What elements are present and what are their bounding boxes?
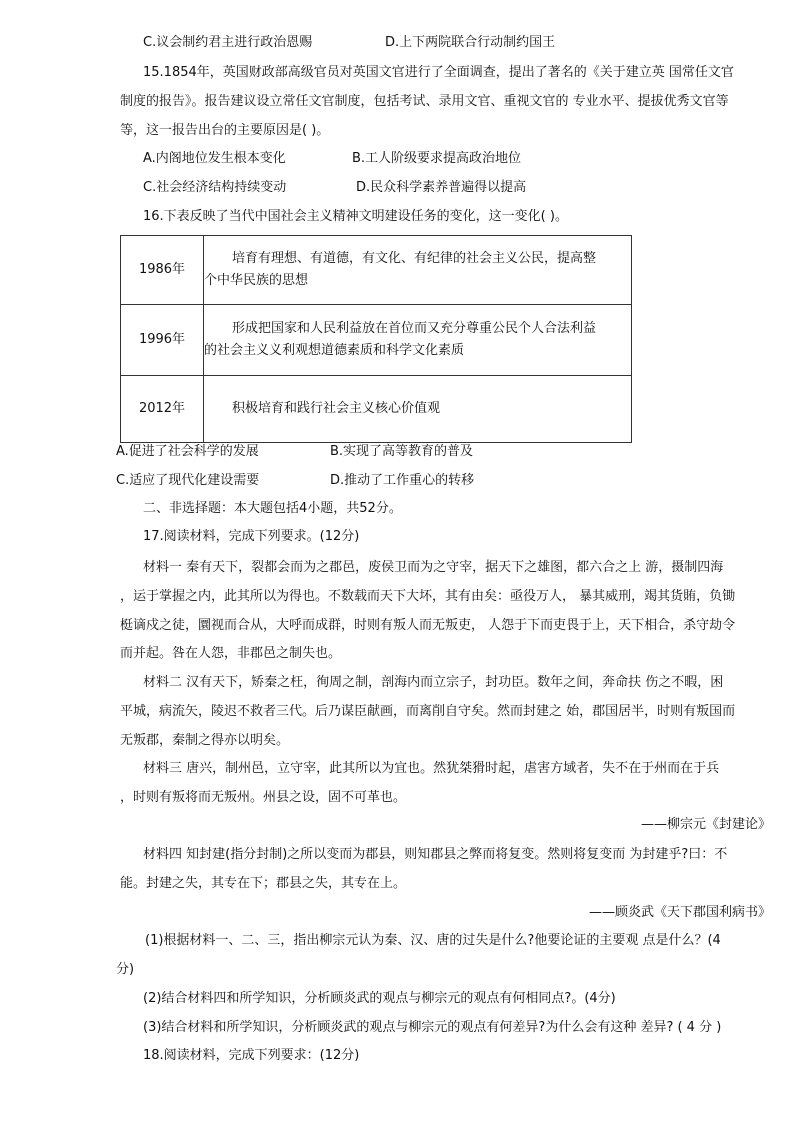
- table-text: [204, 376, 632, 443]
- material3-line1: 材料三 唐兴，制州邑，立守宰，此其所以为宜也。然犹桀猾时起，虐害方域者，失不在于州而在于兵: [143, 761, 720, 776]
- material1-line1: 材料一 秦有天下，裂都会而为之郡邑，废侯卫而为之守宰，据天下之雄图，都六合之上 游，摄制四海: [143, 560, 724, 575]
- material2-line3: 无叛郡，秦制之得亦以明矣。: [120, 733, 290, 748]
- table-row: [121, 236, 632, 305]
- material1-line3: 梃谪戍之徒，圜视而合从，大呼而成群，时则有叛人而无叛吏， 人怨于下而吏畏于上，天下相合，杀守劫令: [120, 618, 736, 633]
- q16-option-b: B.实现了高等教育的普及: [330, 444, 474, 459]
- table-text-line: 积极培育和践行社会主义核心价值观: [232, 401, 441, 416]
- q15-stem-line1: 15.1854年，英国财政部高级官员对英国文官进行了全面调查，提出了著名的《关于建立英 国常任文官: [143, 65, 734, 80]
- q17-sub3: (3)结合材料和所学知识，分析顾炎武的观点与柳宗元的观点有何差异?为什么会有这种 差异? ( 4 分 ): [143, 1020, 722, 1035]
- q16-option-a: A.促进了社会科学的发展: [116, 444, 259, 459]
- table-text: [204, 236, 632, 305]
- q18-stem: 18.阅读材料，完成下列要求：(12分): [143, 1048, 360, 1063]
- material2-line2: 平城，病流矢，陵迟不救者三代。后乃谋臣献画，而离削自守矣。然而封建之 始，郡国居半，时则有叛国而: [120, 704, 736, 719]
- table-year: 1986年: [121, 236, 204, 305]
- material4-line1: 材料四 知封建(指分封制)之所以变而为郡县，则知郡县之弊而将复变。然则将复变而 为封建乎?曰：不: [143, 847, 728, 862]
- q14-option-d: D.上下两院联合行动制约国王: [385, 35, 556, 50]
- q16-option-c: C.适应了现代化建设需要: [116, 473, 260, 488]
- q15-option-a: A.内阁地位发生根本变化: [143, 151, 286, 166]
- q15-option-c: C.社会经济结构持续变动: [143, 180, 287, 195]
- q17-sub2: (2)结合材料四和所学知识，分析顾炎武的观点与柳宗元的观点有何相同点?。(4分): [143, 991, 616, 1006]
- table-year: 2012年: [121, 376, 204, 443]
- table-text-line: 培育有理想、有道德，有文化、有纪律的社会主义公民，提高整: [232, 251, 597, 266]
- material3-line2: ，时则有叛将而无叛州。州县之设，固不可革也。: [120, 790, 407, 805]
- q17-sub1-line2: 分): [116, 962, 135, 977]
- material3-source: ——柳宗元《封建论》: [640, 817, 771, 832]
- material4-line2: 能。封建之失，其专在下；郡县之失，其专在上。: [120, 876, 407, 891]
- table-row: [121, 305, 632, 376]
- material1-line4: 而并起。咎在人怨，非郡邑之制失也。: [120, 646, 342, 661]
- table-text-line: 的社会主义义利观想道德素质和科学文化素质: [204, 343, 465, 358]
- q15-stem-line3: 等，这一报告出台的主要原因是( )。: [120, 123, 330, 138]
- table-year: 1996年: [121, 305, 204, 376]
- table-row: [121, 376, 632, 443]
- q16-stem: 16.下表反映了当代中国社会主义精神文明建设任务的变化，这一变化( )。: [143, 209, 568, 224]
- q15-option-b: B.工人阶级要求提高政治地位: [352, 151, 522, 166]
- section-heading: 二、非选择题：本大题包括4小题，共52分。: [143, 501, 402, 516]
- material2-line1: 材料二 汉有天下，矫秦之枉，徇周之制，剖海内而立宗子，封功臣。数年之间，奔命扶 伤之不暇，困: [143, 675, 724, 690]
- table-text-line: 形成把国家和人民利益放在首位而又充分尊重公民个人合法利益: [232, 321, 597, 336]
- q17-sub1-line1: (1)根据材料一、二、三，指出柳宗元认为秦、汉、唐的过失是什么?他要论证的主要观 点是什么？(4: [145, 933, 721, 948]
- q15-stem-line2: 制度的报告》。报告建议设立常任文官制度，包括考试、录用文官、重视文官的 专业水平、提拔优秀文官等: [120, 94, 729, 109]
- material1-line2: ，运于掌握之内，此其所以为得也。不数载而天下大坏，其有由矣：亟役万人， 暴其威刑，竭其货賄，负锄: [120, 589, 736, 604]
- table-text-line: 个中华民族的思想: [204, 273, 309, 288]
- table-text: [204, 305, 632, 376]
- q16-option-d: D.推动了工作重心的转移: [330, 473, 475, 488]
- q14-option-c: C.议会制约君主进行政治恩赐: [143, 35, 313, 50]
- q15-option-d: D.民众科学素养普遍得以提高: [356, 180, 527, 195]
- material4-source: ——顾炎武《天下郡国利病书》: [588, 905, 771, 920]
- q17-stem: 17.阅读材料，完成下列要求。(12分): [143, 529, 360, 544]
- q16-table: [120, 235, 632, 443]
